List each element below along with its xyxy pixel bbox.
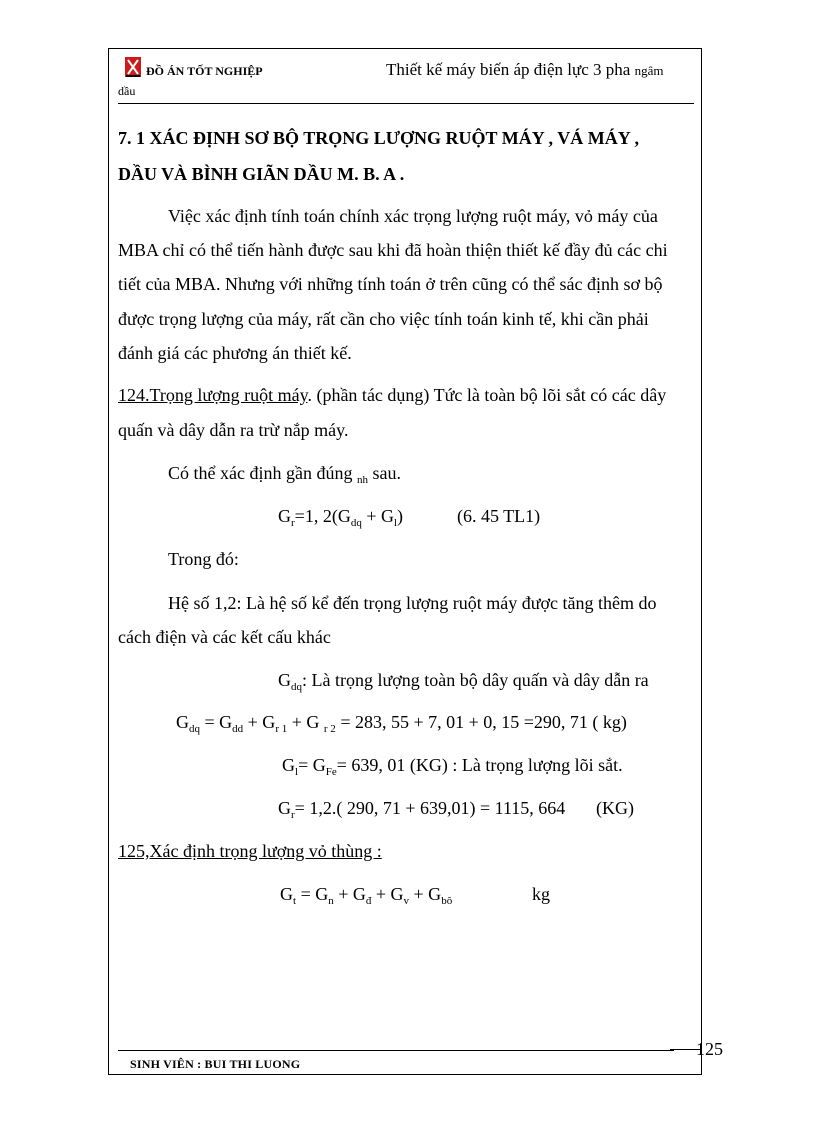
intro-line-5: đánh giá các phương án thiết kế.	[118, 343, 352, 363]
equation-gt: $G_t = G_n + G_đ + G_v + G_{bô}$	[280, 884, 453, 907]
where-label: Trong đó:	[168, 549, 239, 569]
header-title-tail: ngâm	[634, 63, 664, 78]
calc-gr: $G_r= 1,2$.( 290, 71 + 639,01) = 1115, 664	[278, 798, 566, 821]
calc-gl: $G_l= G_{Fe}= 639$, 01 (KG) : Là trọng lượng lõi sắt.	[282, 755, 623, 778]
gdq-definition: $G_{dq}$: Là trọng lượng toàn bộ dây quấn và dây dẫn ra	[278, 670, 649, 693]
intro-line-3: tiết của MBA. Nhưng với những tính toán ở trên cũng có thể sác định sơ bộ	[118, 274, 663, 294]
equation-ref: (6. 45 TL1)	[457, 506, 541, 526]
calc-gdq: $G_{dq} = G_{dd} + G_{r 1} + G$ $_{r 2}$ = 283, 55 + 7, 01 + 0, 15 =290, 71 ( kg)	[176, 712, 627, 735]
header-divider	[118, 103, 694, 104]
approx-line	[168, 463, 401, 484]
intro-line-2: MBA chỉ có thể tiến hành được sau khi đã hoàn thiện thiết kế đầy đủ các chi	[118, 240, 668, 260]
section-124-line2: quấn và dây dẫn ra trừ nắp máy.	[118, 420, 349, 440]
intro-line-4: được trọng lượng của máy, rất cần cho việc tính toán kinh tế, khi cần phải	[118, 309, 649, 329]
section-title-line2: DẦU VÀ BÌNH GIÃN DẦU M. B. A .	[118, 164, 405, 184]
equation-gt-unit: kg	[532, 884, 550, 904]
section-125-heading: 125,Xác định trọng lượng vỏ thùng :	[118, 841, 382, 861]
page-number: 125	[696, 1039, 723, 1059]
equation-6-45: $G_r=1$, $2(G_{dq} + G_l)$	[278, 506, 404, 529]
section-124-heading: 124.Trọng lượng ruột máy	[118, 385, 308, 405]
section-124-rest: . (phần tác dụng) Tức là toàn bộ lõi sắt có các dây	[307, 385, 667, 405]
intro-line-1: Việc xác định tính toán chính xác trọng lượng ruột máy, vỏ máy của	[168, 206, 658, 226]
header-title: Thiết kế máy biến áp điện lực 3 pha	[386, 60, 631, 79]
approx-sub: nh	[356, 474, 368, 486]
footer-student: SINH VIÊN : BUI THI LUONG	[130, 1057, 301, 1071]
approx-text-end: sau.	[372, 463, 401, 483]
header-left: ĐỒ ÁN TỐT NGHIỆP	[146, 64, 263, 78]
coef-line-2: cách điện và các kết cấu khác	[118, 627, 331, 647]
section-title-line1: 7. 1 XÁC ĐỊNH SƠ BỘ TRỌNG LƯỢNG RUỘT MÁY , VÁ MÁY ,	[118, 128, 640, 148]
coef-line-1: Hệ số 1,2: Là hệ số kể đến trọng lượng ruột máy được tăng thêm do	[168, 593, 657, 613]
section-124-line1	[118, 385, 666, 406]
header-right	[386, 60, 663, 80]
calc-gr-unit: (KG)	[596, 798, 634, 818]
logo-icon	[124, 56, 142, 78]
footer-divider	[118, 1050, 674, 1051]
approx-text: Có thể xác định gần đúng	[168, 463, 353, 483]
header-wrap: dầu	[118, 84, 136, 98]
